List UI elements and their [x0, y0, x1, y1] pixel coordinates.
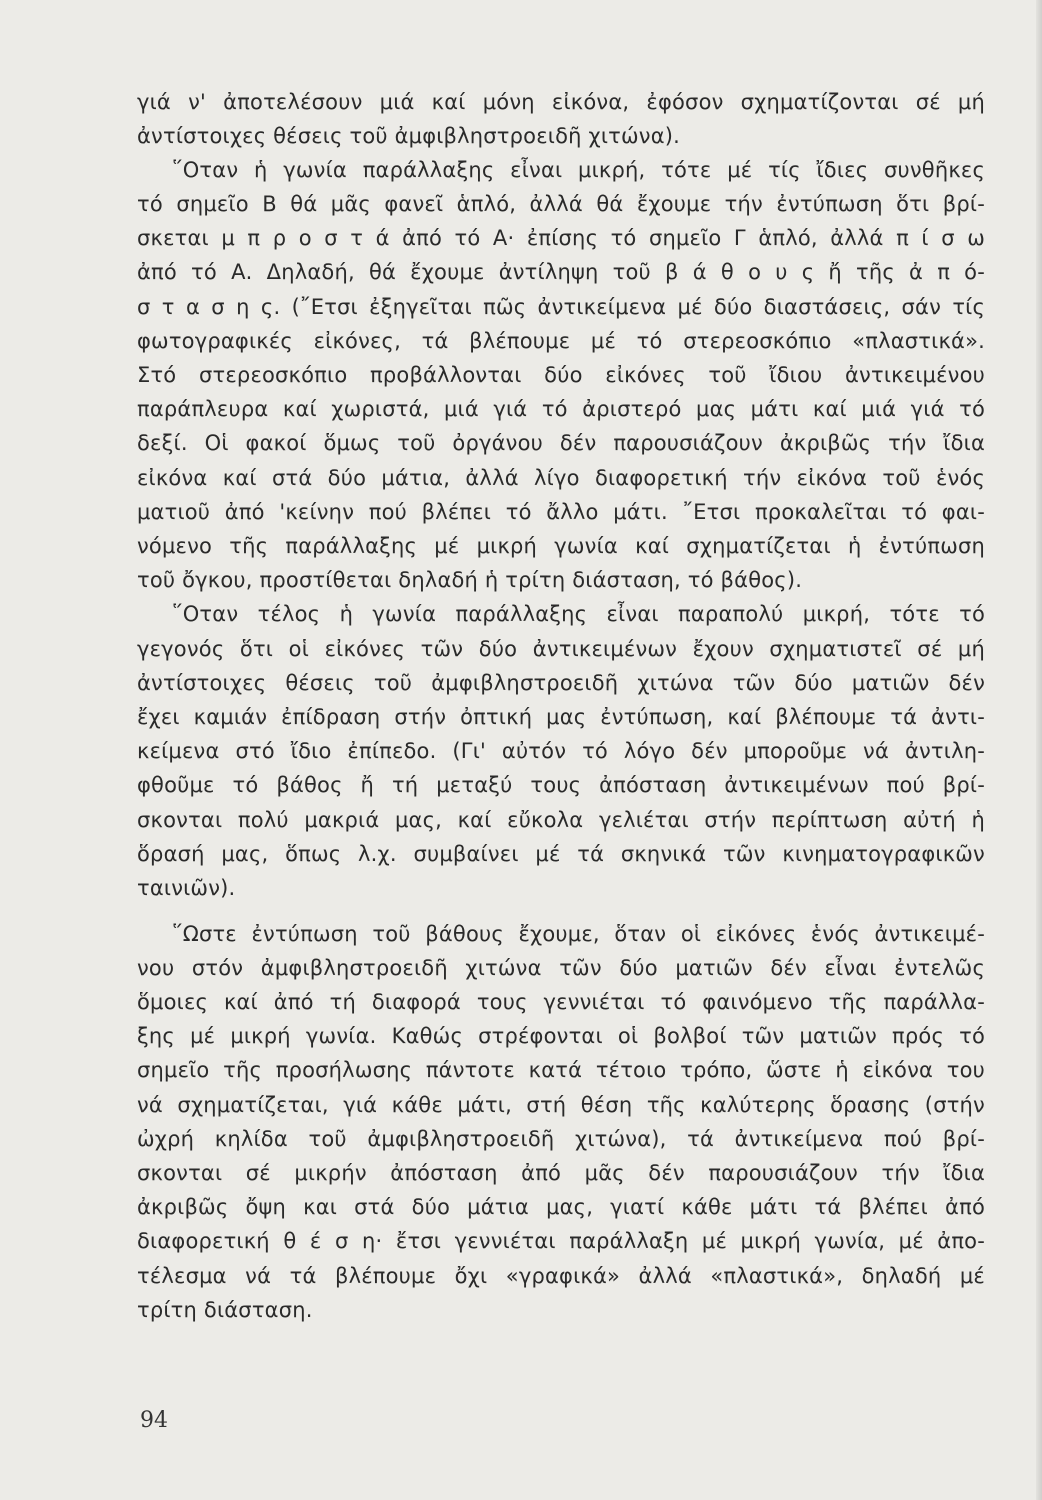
text-line: ἔχει καμιάν ἐπίδραση στήν ὀπτική μας ἐντύπωση, καί βλέπουμε τά ἀντι- [137, 705, 985, 729]
text-line: τοῦ ὄγκου, προστίθεται δηλαδή ἡ τρίτη διάσταση, τό βάθος). [137, 568, 803, 592]
text-line: τρίτη διάσταση. [137, 1298, 313, 1322]
text-line: ὠχρή κηλίδα τοῦ ἀμφιβληστροειδῆ χιτώνα), τά ἀντικείμενα πού βρί- [137, 1127, 985, 1151]
text-line: ὅμοιες καί ἀπό τή διαφορά τους γεννιέται τό φαινόμενο τῆς παράλλα- [137, 990, 985, 1014]
text-line: ὅρασή μας, ὅπως λ.χ. συμβαίνει μέ τά σκηνικά τῶν κινηματογραφικῶν [137, 842, 985, 866]
text-line: δεξί. Οἱ φακοί ὅμως τοῦ ὀργάνου δέν παρουσιάζουν ἀκριβῶς τήν ἴδια [137, 431, 985, 455]
text-line: ῞Οταν τέλος ἡ γωνία παράλλαξης εἶναι παραπολύ μικρή, τότε τό [172, 602, 985, 626]
text-line: ἀντίστοιχες θέσεις τοῦ ἀμφιβληστροειδῆ χιτώνα τῶν δύο ματιῶν δέν [137, 671, 985, 695]
text-line: γιά ν' ἀποτελέσουν μιά καί μόνη εἰκόνα, ἐφόσον σχηματίζονται σέ μή [137, 90, 985, 114]
text-line: νόμενο τῆς παράλλαξης μέ μικρή γωνία καί σχηματίζεται ἡ ἐντύπωση [137, 534, 985, 558]
text-line: σημεῖο τῆς προσήλωσης πάντοτε κατά τέτοιο τρόπο, ὥστε ἡ εἰκόνα του [137, 1058, 985, 1082]
text-line: φωτογραφικές εἰκόνες, τά βλέπουμε μέ τό στερεοσκόπιο «πλαστικά». [137, 329, 985, 353]
text-line: γεγονός ὅτι οἱ εἰκόνες τῶν δύο ἀντικειμένων ἔχουν σχηματιστεῖ σέ μή [137, 637, 985, 661]
text-line: ἀπό τό Α. Δηλαδή, θά ἔχουμε ἀντίληψη τοῦ β ά θ ο υ ς ἤ τῆς ἀ π ό- [137, 260, 985, 284]
text-line: παράπλευρα καί χωριστά, μιά γιά τό ἀριστερό μας μάτι καί μιά γιά τό [137, 397, 985, 421]
text-line: σκεται μ π ρ ο σ τ ά ἀπό τό Α· ἐπίσης τό σημεῖο Γ ἁπλό, ἀλλά π ί σ ω [137, 226, 985, 250]
text-line: διαφορετική θ έ σ η· ἔτσι γεννιέται παράλλαξη μέ μικρή γωνία, μέ ἀπο- [137, 1229, 985, 1253]
text-line: ῞Οταν ἡ γωνία παράλλαξης εἶναι μικρή, τότε μέ τίς ἴδιες συνθῆκες [172, 158, 985, 182]
text-line: Στό στερεοσκόπιο προβάλλονται δύο εἰκόνες τοῦ ἴδιου ἀντικειμένου [137, 363, 985, 387]
text-line: κείμενα στό ἴδιο ἐπίπεδο. (Γι' αὐτόν τό λόγο δέν μποροῦμε νά ἀντιλη- [137, 739, 985, 763]
page-number: 94 [140, 1408, 168, 1433]
text-line: ταινιῶν). [137, 876, 236, 900]
page-edge [1036, 0, 1042, 1500]
text-line: ῞Ωστε ἐντύπωση τοῦ βάθους ἔχουμε, ὅταν οἱ εἰκόνες ἑνός ἀντικειμέ- [172, 922, 985, 946]
text-line: σκονται σέ μικρήν ἀπόσταση ἀπό μᾶς δέν παρουσιάζουν τήν ἴδια [137, 1161, 985, 1185]
text-line: ματιοῦ ἀπό 'κείνην πού βλέπει τό ἄλλο μάτι. ῎Ετσι προκαλεῖται τό φαι- [137, 500, 985, 524]
text-line: φθοῦμε τό βάθος ἤ τή μεταξύ τους ἀπόσταση ἀντικειμένων πού βρί- [137, 773, 985, 797]
text-line: ξης μέ μικρή γωνία. Καθώς στρέφονται οἱ βολβοί τῶν ματιῶν πρός τό [137, 1024, 985, 1048]
text-line: τό σημεῖο Β θά μᾶς φανεῖ ἁπλό, ἀλλά θά ἔχουμε τήν ἐντύπωση ὅτι βρί- [137, 192, 985, 216]
text-line: σκονται πολύ μακριά μας, καί εὔκολα γελιέται στήν περίπτωση αὐτή ἡ [137, 808, 985, 832]
text-line: τέλεσμα νά τά βλέπουμε ὄχι «γραφικά» ἀλλά «πλαστικά», δηλαδή μέ [137, 1264, 985, 1288]
text-line: εἰκόνα καί στά δύο μάτια, ἀλλά λίγο διαφορετική τήν εἰκόνα τοῦ ἑνός [137, 466, 985, 490]
text-line: σ τ α σ η ς. (῎Ετσι ἐξηγεῖται πῶς ἀντικείμενα μέ δύο διαστάσεις, σάν τίς [137, 295, 985, 319]
text-line: νου στόν ἀμφιβληστροειδῆ χιτώνα τῶν δύο ματιῶν δέν εἶναι ἐντελῶς [137, 956, 985, 980]
text-line: ἀκριβῶς ὄψη και στά δύο μάτια μας, γιατί κάθε μάτι τά βλέπει ἀπό [137, 1195, 985, 1219]
text-line: ἀντίστοιχες θέσεις τοῦ ἀμφιβληστροειδῆ χιτώνα). [137, 124, 681, 148]
text-line: νά σχηματίζεται, γιά κάθε μάτι, στή θέση τῆς καλύτερης ὅρασης (στήν [137, 1093, 985, 1117]
